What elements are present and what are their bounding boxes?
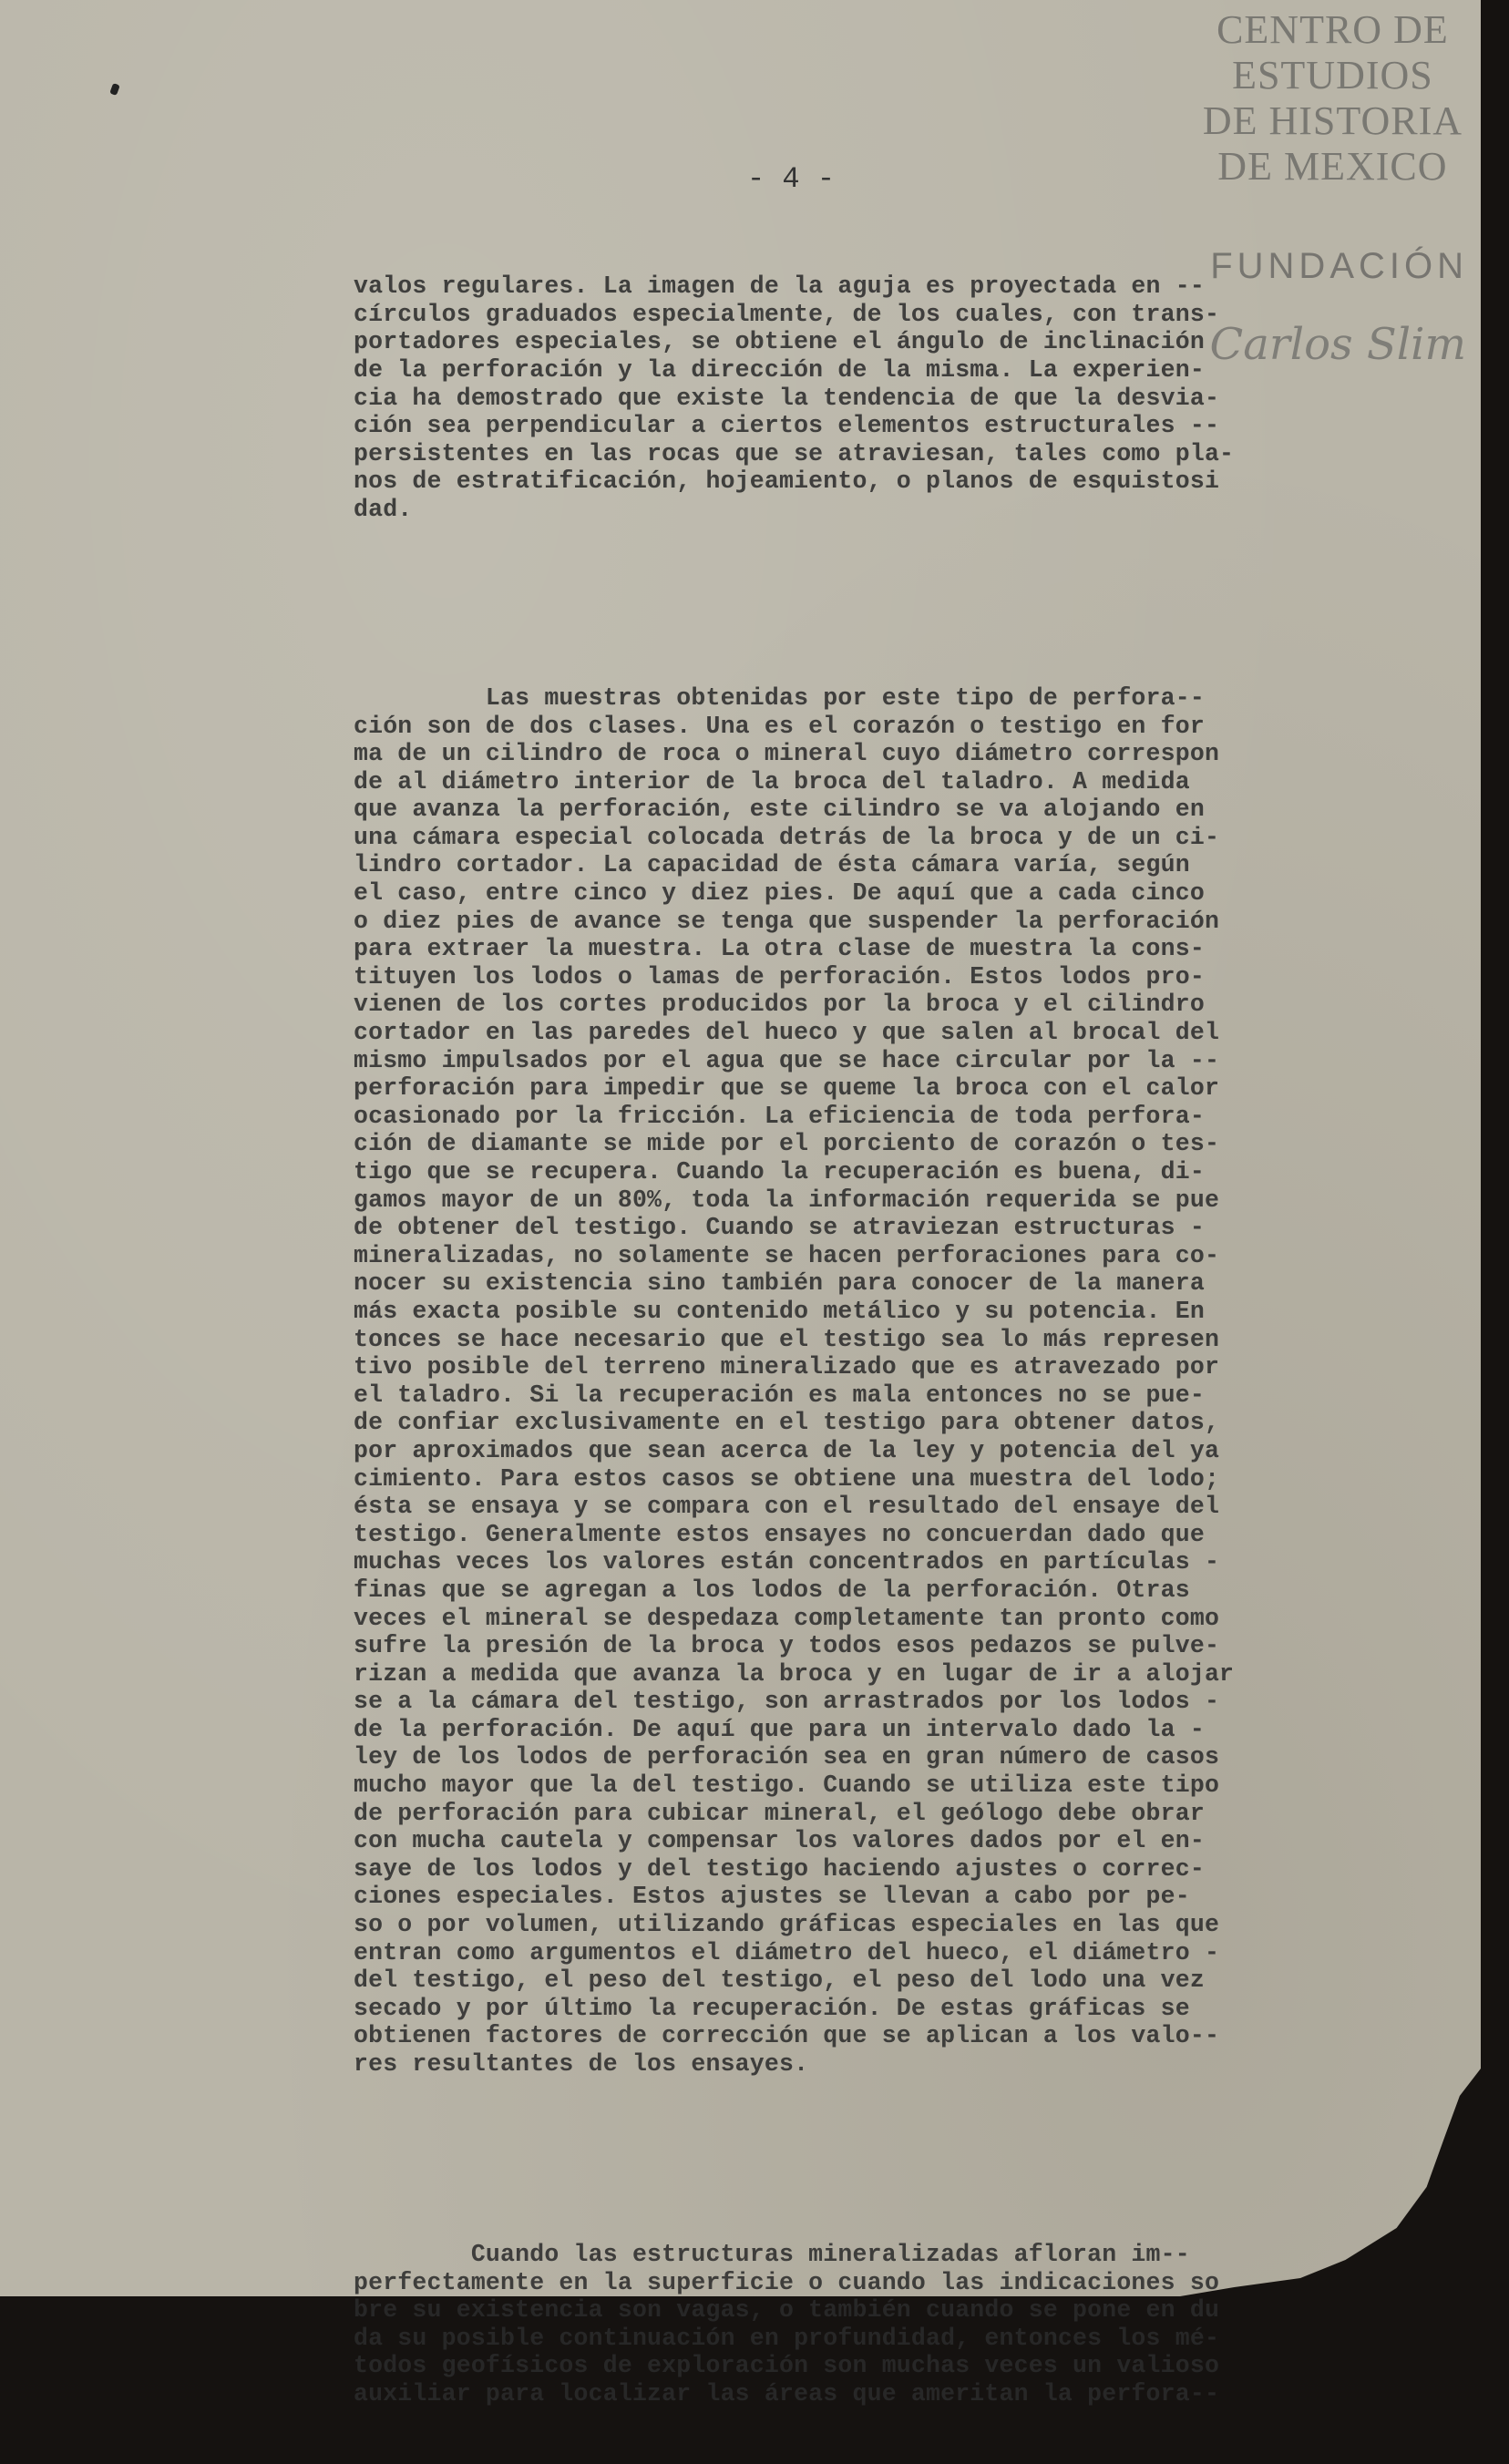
text-line: mucho mayor que la del testigo. Cuando se utiliza este tipo <box>354 1771 1220 1800</box>
text-line: da su posible continuación en profundidad, entonces los mé- <box>354 2324 1220 2352</box>
text-line: muchas veces los valores están concentrados en partículas - <box>354 1548 1220 1576</box>
text-line: vienen de los cortes producidos por la broca y el cilindro <box>354 991 1205 1019</box>
text-line: ma de un cilindro de roca o mineral cuyo diámetro correspon <box>354 740 1220 768</box>
text-line: testigo. Generalmente estos ensayes no concuerdan dado que <box>354 1520 1205 1548</box>
text-line: mismo impulsados por el agua que se hace circular por la -- <box>354 1046 1220 1074</box>
text-line: el taladro. Si la recuperación es mala entonces no se pue- <box>354 1381 1205 1409</box>
text-line: veces el mineral se despedaza completamente tan pronto como <box>354 1604 1220 1632</box>
text-line: tituyen los lodos o lamas de perforación. Estos lodos pro- <box>354 962 1205 991</box>
text-line: de la perforación. De aquí que para un intervalo dado la - <box>354 1715 1205 1743</box>
fundacion-stamp: FUNDACIÓN <box>1210 246 1468 286</box>
text-line: que avanza la perforación, este cilindro se va alojando en <box>354 796 1205 824</box>
paragraph <box>354 272 1383 523</box>
text-line: persistentes en las rocas que se atraviesan, tales como pla- <box>354 439 1235 467</box>
text-line: lindro cortador. La capacidad de ésta cámara varía, según <box>354 851 1190 879</box>
text-line: de obtener del testigo. Cuando se atraviezan estructuras - <box>354 1214 1205 1242</box>
text-line: res resultantes de los ensayes. <box>354 2050 809 2078</box>
text-line: dad. <box>354 495 413 523</box>
signature-stamp: Carlos Slim <box>1209 319 1466 370</box>
text-line: cimiento. Para estos casos se obtiene una muestra del lodo; <box>354 1464 1220 1493</box>
text-line: ción son de dos clases. Una es el corazón o testigo en for <box>354 712 1205 740</box>
text-line: rizan a medida que avanza la broca y en lugar de ir a alojar <box>354 1659 1235 1688</box>
stamp-line: CENTRO DE <box>1216 7 1449 52</box>
text-line: o diez pies de avance se tenga que suspender la perforación <box>354 907 1220 935</box>
text-line: nocer su existencia sino también para conocer de la manera <box>354 1269 1205 1298</box>
text-line: ley de los lodos de perforación sea en gran número de casos <box>354 1743 1220 1771</box>
text-line: de perforación para cubicar mineral, el geólogo debe obrar <box>354 1799 1205 1827</box>
stamp-line: ESTUDIOS <box>1232 53 1433 98</box>
page-number: - 4 - <box>747 162 836 196</box>
text-line: círculos graduados especialmente, de los cuales, con trans- <box>354 300 1220 328</box>
paragraph <box>354 684 1383 2079</box>
text-line: para extraer la muestra. La otra clase de muestra la cons- <box>354 935 1205 963</box>
text-line: mineralizadas, no solamente se hacen perforaciones para co- <box>354 1241 1220 1269</box>
paragraph <box>354 2241 1383 2408</box>
text-line: por aproximados que sean acerca de la ley y potencia del ya <box>354 1436 1220 1464</box>
text-line: auxiliar para localizar las áreas que ameritan la perfora-- <box>354 2379 1220 2408</box>
text-line: ciones especiales. Estos ajustes se llevan a cabo por pe- <box>354 1883 1190 1911</box>
text-line: valos regulares. La imagen de la aguja es proyectada en -- <box>354 272 1205 301</box>
text-line: perforación para impedir que se queme la broca con el calor <box>354 1074 1220 1103</box>
text-line: una cámara especial colocada detrás de la broca y de un ci- <box>354 823 1220 851</box>
text-line: el caso, entre cinco y diez pies. De aquí que a cada cinco <box>354 879 1205 908</box>
text-line: tigo que se recupera. Cuando la recuperación es buena, di- <box>354 1158 1205 1186</box>
text-line: de al diámetro interior de la broca del taladro. A medida <box>354 767 1190 796</box>
text-line: ocasionado por la fricción. La eficiencia de toda perfora- <box>354 1102 1205 1130</box>
text-line: más exacta posible su contenido metálico y su potencia. En <box>354 1297 1205 1325</box>
text-line: Las muestras obtenidas por este tipo de perfora-- <box>354 683 1205 712</box>
text-line: tonces se hace necesario que el testigo sea lo más represen <box>354 1325 1220 1353</box>
text-line: de confiar exclusivamente en el testigo para obtener datos, <box>354 1409 1220 1437</box>
text-line: cia ha demostrado que existe la tendencia de que la desvia- <box>354 384 1220 412</box>
ink-mark <box>109 83 120 96</box>
text-line: del testigo, el peso del testigo, el peso del lodo una vez <box>354 1966 1205 1995</box>
text-line: so o por volumen, utilizando gráficas especiales en las que <box>354 1911 1220 1939</box>
text-line: con mucha cautela y compensar los valores dados por el en- <box>354 1827 1205 1855</box>
text-line: de la perforación y la dirección de la misma. La experien- <box>354 355 1205 384</box>
typewritten-text <box>354 217 1383 2464</box>
text-line: bre su existencia son vagas, o también cuando se pone en du <box>354 2296 1220 2325</box>
text-line: ción de diamante se mide por el porciento de corazón o tes- <box>354 1130 1220 1158</box>
stamp-line: DE MEXICO <box>1217 144 1448 189</box>
text-line: Cuando las estructuras mineralizadas afloran im-- <box>354 2240 1190 2268</box>
text-line: tivo posible del terreno mineralizado que es atravezado por <box>354 1353 1220 1381</box>
text-line: se a la cámara del testigo, son arrastrados por los lodos - <box>354 1688 1220 1716</box>
text-line: nos de estratificación, hojeamiento, o planos de esquistosi <box>354 467 1220 496</box>
text-line: portadores especiales, se obtiene el ángulo de inclinación <box>354 328 1205 356</box>
stamp-line: DE HISTORIA <box>1202 98 1463 143</box>
text-line: perfectamente en la superficie o cuando las indicaciones so <box>354 2268 1220 2296</box>
text-line: obtienen factores de corrección que se aplican a los valo-- <box>354 2022 1220 2050</box>
text-line: entran como argumentos el diámetro del hueco, el diámetro - <box>354 1938 1220 1966</box>
text-line: finas que se agregan a los lodos de la perforación. Otras <box>354 1576 1190 1604</box>
text-line: ción sea perpendicular a ciertos elementos estructurales -- <box>354 412 1220 440</box>
text-line: ésta se ensaya y se compara con el resultado del ensaye del <box>354 1493 1220 1521</box>
text-line: gamos mayor de un 80%, toda la información requerida se pue <box>354 1186 1220 1214</box>
text-line: secado y por último la recuperación. De estas gráficas se <box>354 1994 1190 2022</box>
text-line: sufre la presión de la broca y todos esos pedazos se pulve- <box>354 1632 1220 1660</box>
text-line: saye de los lodos y del testigo haciendo ajustes o correc- <box>354 1854 1205 1883</box>
text-line: cortador en las paredes del hueco y que salen al brocal del <box>354 1019 1220 1047</box>
archive-stamp <box>1203 7 1463 190</box>
text-line: todos geofísicos de exploración son muchas veces un valioso <box>354 2352 1220 2380</box>
